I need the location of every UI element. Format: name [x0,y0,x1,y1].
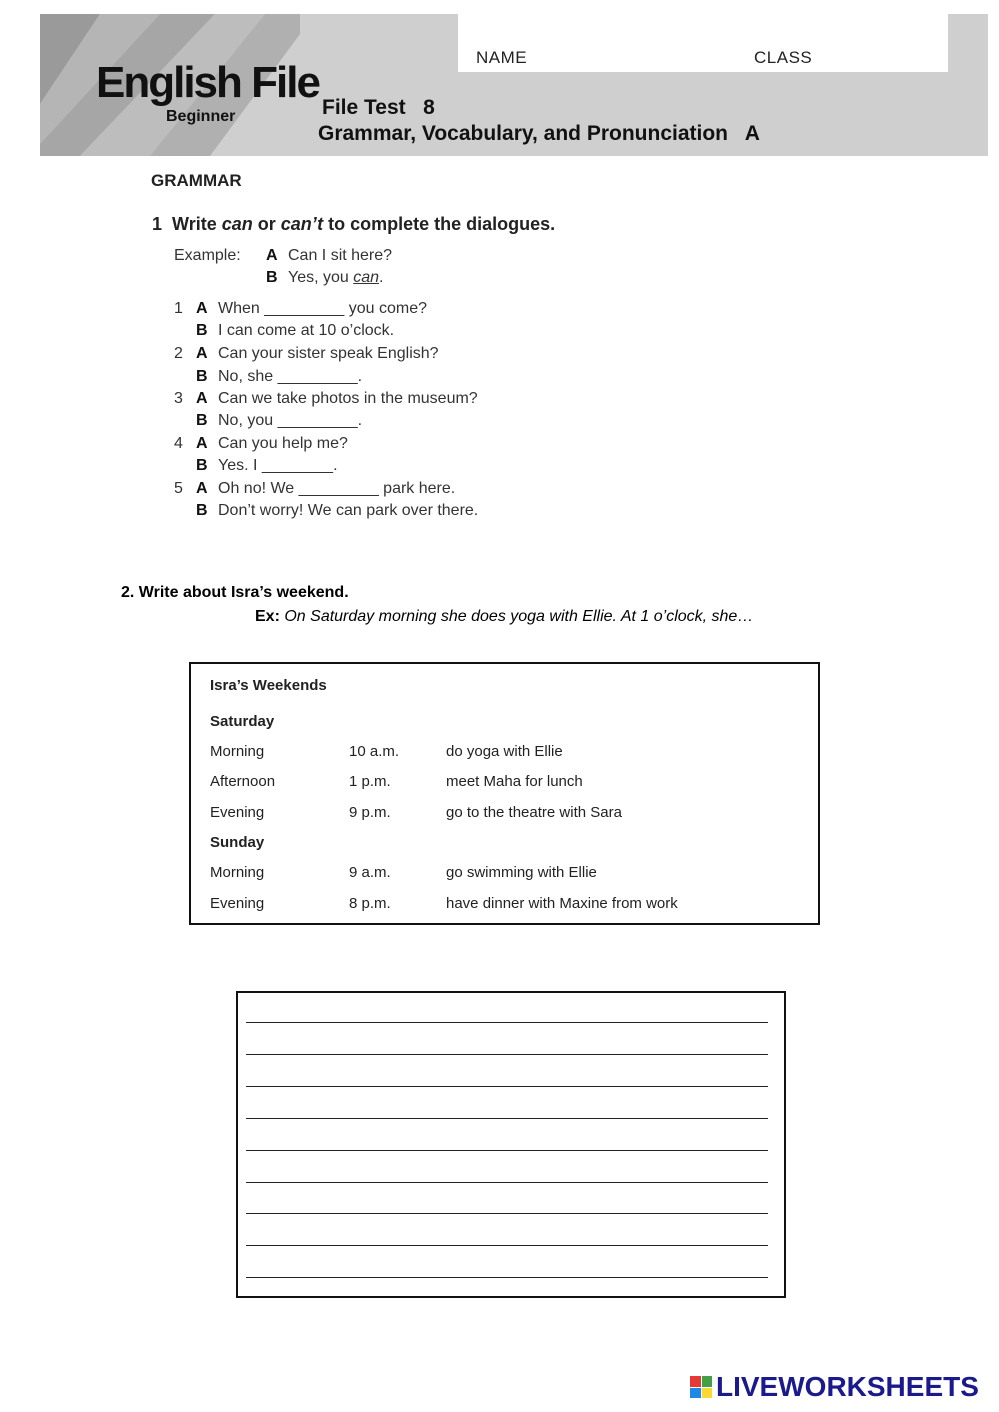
writing-line[interactable] [246,1086,768,1087]
writing-line[interactable] [246,1213,768,1214]
dialogue-text: Can your sister speak English? [218,345,439,362]
liveworksheets-icon [690,1376,712,1398]
table-time: 1 p.m. [349,773,391,790]
exercise1-title-cant: can’t [280,214,324,234]
table-time: 9 p.m. [349,804,391,821]
english-file-logo: English File [96,58,319,107]
exercise1-title-or: or [252,214,281,234]
table-period: Morning [210,743,265,760]
dialogue-text: Can we take photos in the museum? [218,390,478,407]
dialogue-4-b: B Yes. I ________. [196,457,338,474]
exercise1-number: 1 [152,214,163,234]
dialogue-text: Yes. I ________. [218,457,338,474]
writing-line[interactable] [246,1245,768,1246]
day-heading: Sunday [210,834,265,851]
example-b-text-pre: Yes, you [288,269,354,286]
dialogue-text: Can you help me? [218,435,348,452]
item-number: 4 [174,435,183,452]
table-activity: go to the theatre with Sara [446,804,622,821]
table-activity: have dinner with Maxine from work [446,895,678,912]
dialogue-text: When _________ you come? [218,300,428,317]
writing-line[interactable] [246,1277,768,1278]
table-period: Morning [210,864,265,881]
table-title: Isra’s Weekends [210,677,327,694]
dialogue-text: I can come at 10 o’clock. [218,322,395,339]
table-period: Evening [210,895,265,912]
dialogue-3-a: 3 A Can we take photos in the museum? [174,390,478,407]
item-number: 3 [174,390,183,407]
name-class-box [458,14,948,72]
class-label: CLASS [754,48,813,67]
item-number: 1 [174,300,183,317]
test-subtitle: Grammar, Vocabulary, and Pronunciation A [318,122,760,145]
level-label: Beginner [166,108,236,125]
dialogue-5-a: 5 A Oh no! We _________ park here. [174,480,456,497]
writing-line[interactable] [246,1022,768,1023]
table-activity: do yoga with Ellie [446,743,563,760]
example-label: Example: [174,247,241,264]
exercise1-title-pre: Write [172,214,222,234]
dialogue-1-b: B I can come at 10 o’clock. [196,322,395,339]
dialogue-1-a: 1 A When _________ you come? [174,300,428,317]
dialogue-3-b: B No, you _________. [196,412,363,429]
table-activity: meet Maha for lunch [446,773,583,790]
exercise1-title [152,214,555,235]
dialogue-text: Oh no! We _________ park here. [218,480,456,497]
dialogue-text: No, she _________. [218,368,363,385]
dialogue-5-b: B Don’t worry! We can park over there. [196,502,479,519]
table-period: Afternoon [210,773,276,790]
exercise1-title-post: to complete the dialogues. [323,214,556,234]
day-heading: Saturday [210,713,275,730]
example-text: On Saturday morning she does yoga with Ellie. At 1 o’clock, she… [279,608,754,625]
dialogue-4-a: 4 A Can you help me? [174,435,348,452]
schedule-table [189,662,820,925]
example-answer: can [353,269,380,286]
writing-line[interactable] [246,1054,768,1055]
dialogue-text: Don’t worry! We can park over there. [218,502,479,519]
dialogue-text: No, you _________. [218,412,363,429]
exercise2-example [255,608,753,626]
dialogue-2-a: 2 A Can your sister speak English? [174,345,439,362]
table-time: 10 a.m. [349,743,400,760]
table-activity: go swimming with Ellie [446,864,597,881]
example-line-b [266,269,383,287]
liveworksheets-logo [690,1372,979,1402]
writing-line[interactable] [246,1150,768,1151]
writing-answer-box[interactable] [236,991,786,1298]
writing-line[interactable] [246,1182,768,1183]
table-time: 9 a.m. [349,864,391,881]
example-line-a [266,247,392,265]
section-heading: GRAMMAR [151,171,242,190]
speaker-b: B [266,269,278,286]
banner-right-tab [948,14,988,72]
dialogue-2-b: B No, she _________. [196,368,363,385]
item-number: 5 [174,480,183,497]
item-number: 2 [174,345,183,362]
table-period: Evening [210,804,265,821]
example-label: Ex: [255,608,280,625]
table-time: 8 p.m. [349,895,391,912]
example-a-text: Can I sit here? [288,247,393,264]
exercise2-title: 2. Write about Isra’s weekend. [121,584,349,601]
header-banner [40,14,988,156]
example-b-text-post: . [379,269,384,286]
test-title: File Test 8 [322,96,435,119]
liveworksheets-brand: LIVEWORKSHEETS [716,1371,979,1402]
speaker-a: A [266,247,278,264]
writing-line[interactable] [246,1118,768,1119]
name-label: NAME [476,48,528,67]
exercise1-title-can: can [221,214,253,234]
